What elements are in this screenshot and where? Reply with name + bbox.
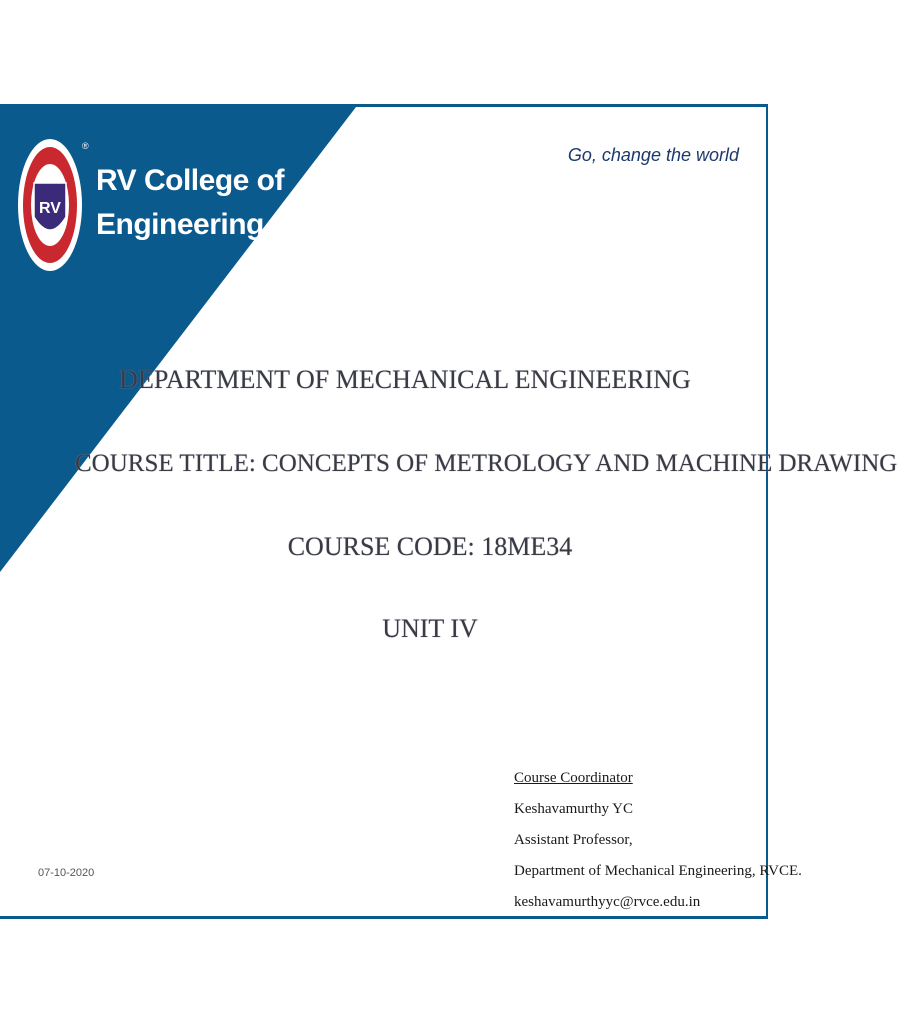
- course-coordinator-block: [514, 763, 802, 918]
- logo-monogram: RV: [39, 200, 61, 217]
- course-code: COURSE CODE: 18ME34: [287, 532, 573, 561]
- coordinator-name: Keshavamurthy YC: [514, 801, 634, 817]
- coordinator-heading: Course Coordinator: [514, 770, 633, 786]
- title-slide: [0, 104, 897, 919]
- institution-name-line2: Engineering: [96, 208, 264, 241]
- coordinator-role: Assistant Professor,: [514, 832, 633, 848]
- institution-name-line1: RV College of: [96, 164, 284, 197]
- svg-text:®: ®: [82, 141, 89, 151]
- college-logo: [16, 135, 88, 275]
- tagline: Go, change the world: [567, 145, 739, 165]
- unit-label: UNIT IV: [382, 614, 478, 643]
- coordinator-email[interactable]: keshavamurthyyc@rvce.edu.in: [514, 894, 701, 910]
- department-title: DEPARTMENT OF MECHANICAL ENGINEERING: [119, 365, 691, 394]
- slide-date: 07-10-2020: [38, 867, 95, 879]
- coordinator-department: Department of Mechanical Engineering, RVCE.: [514, 863, 802, 879]
- course-title: COURSE TITLE: CONCEPTS OF METROLOGY AND MACHINE DRAWING: [75, 450, 897, 477]
